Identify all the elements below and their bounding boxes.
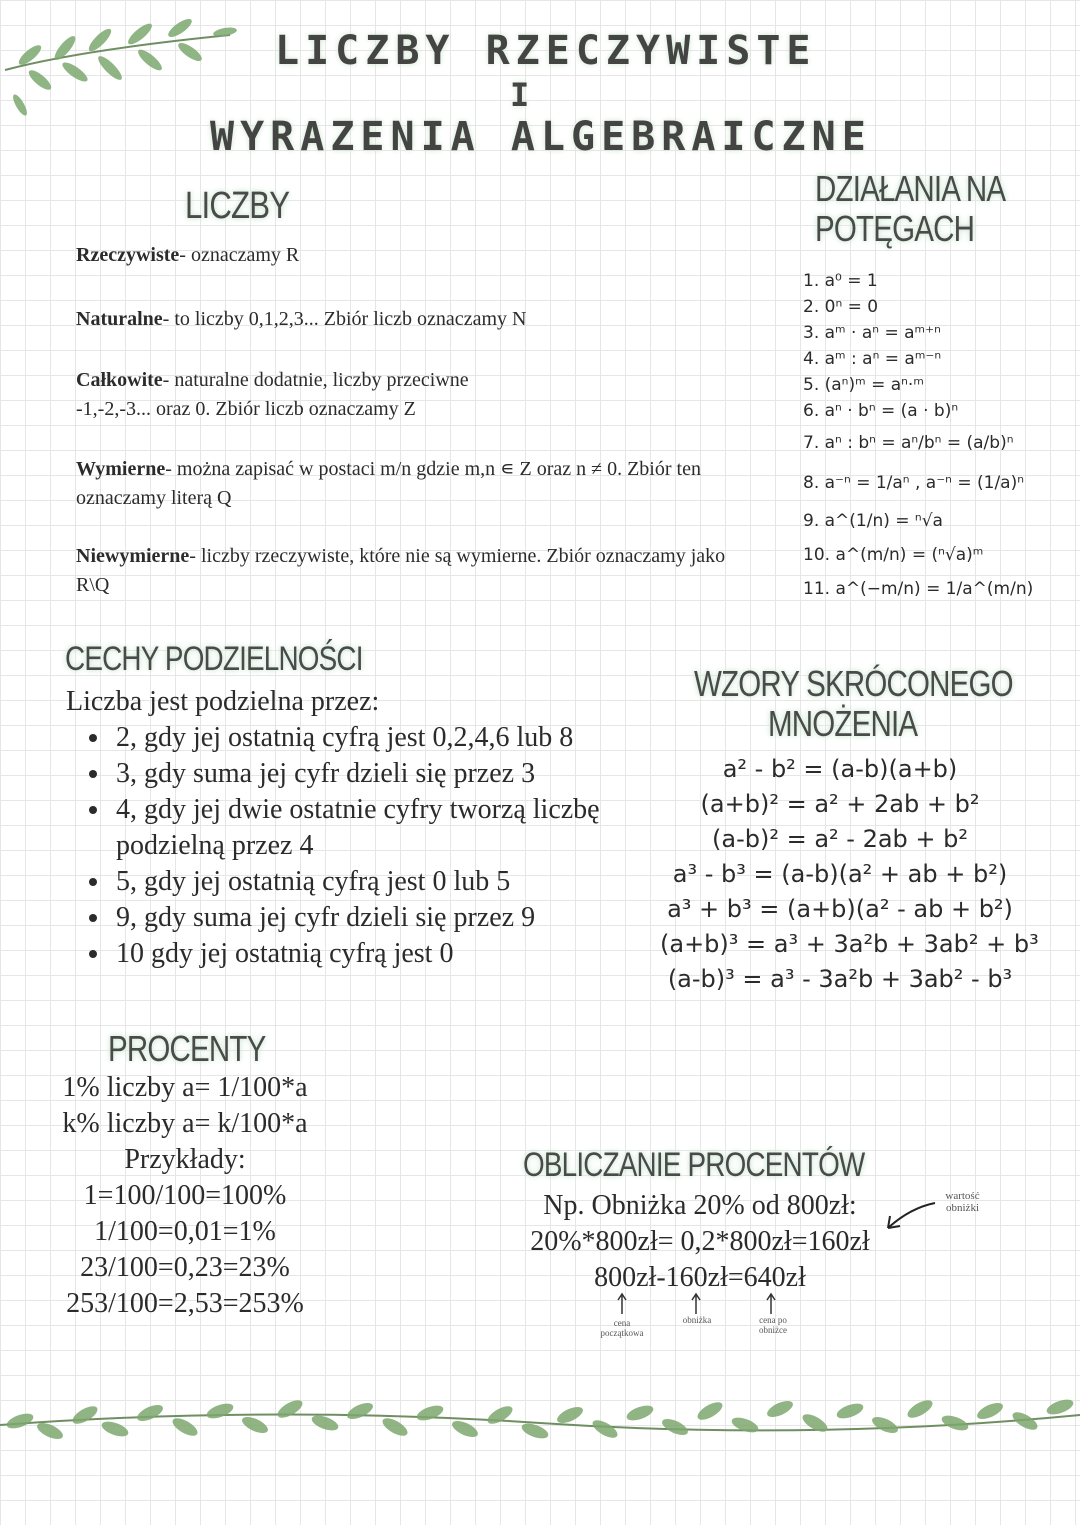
liczby-item-calkowite [76, 366, 536, 424]
potegi-rules-list [803, 268, 1073, 602]
liczby-term: Całkowite [76, 369, 163, 391]
page-title-line1: LICZBY RZECZYWISTE [275, 28, 817, 74]
potegi-rule: 5. (aⁿ)ᵐ = aⁿ·ᵐ [803, 375, 924, 395]
cechy-item: • 10 gdy jej ostatnią cyfrą jest 0 [112, 936, 626, 972]
wzor-item: (a+b)³ = a³ + 3a²b + 3ab² + b³ [660, 930, 1039, 958]
cechy-heading: CECHY PODZIELNOŚCI [65, 640, 363, 678]
procenty-list [30, 1070, 340, 1322]
liczby-term: Niewymierne [76, 545, 190, 567]
up-arrow-icon [765, 1292, 777, 1316]
cechy-item: • 9, gdy suma jej cyfr dzieli się przez 9 [112, 900, 626, 936]
liczby-desc: - można zapisać w postaci m/n gdzie m,n ∊ Z oraz n ≠ 0. Zbiór ten oznaczamy literą Q [76, 458, 701, 509]
wzor-item: (a-b)³ = a³ - 3a²b + 3ab² - b³ [667, 965, 1013, 993]
procenty-heading: PROCENTY [108, 1028, 266, 1069]
procenty-line: 253/100=2,53=253% [66, 1288, 304, 1319]
potegi-rule: 9. a^(1/n) = ⁿ√a [803, 511, 943, 531]
liczby-desc: - naturalne dodatnie, liczby przeciwne -1,-2,-3... oraz 0. Zbiór liczb oznaczamy Z [76, 369, 469, 420]
procenty-line: 1% liczby a= 1/100*a [62, 1072, 308, 1103]
potegi-rule: 8. a⁻ⁿ = 1/aⁿ , a⁻ⁿ = (1/a)ⁿ [803, 473, 1024, 493]
procenty-line: 1/100=0,01=1% [94, 1216, 276, 1247]
wzor-item: a³ + b³ = (a+b)(a² - ab + b²) [667, 895, 1013, 923]
procenty-line: 1=100/100=100% [83, 1180, 287, 1211]
liczby-term: Wymierne [76, 458, 166, 480]
up-arrow-icon [616, 1292, 628, 1316]
obliczanie-line: 20%*800zł= 0,2*800zł=160zł [530, 1226, 870, 1257]
liczby-desc: - to liczby 0,1,2,3... Zbiór liczb oznaczamy N [162, 308, 527, 330]
potegi-rule: 6. aⁿ · bⁿ = (a · b)ⁿ [803, 401, 959, 421]
potegi-rule: 1. a⁰ = 1 [803, 271, 878, 291]
page-title-line3: WYRAZENIA ALGEBRAICZNE [210, 114, 872, 160]
up-arrow-icon [690, 1292, 702, 1316]
wzor-item: a³ - b³ = (a-b)(a² + ab + b²) [672, 860, 1008, 888]
potegi-heading-line1: DZIAŁANIA NA [815, 168, 1006, 209]
liczby-item-niewymierne [76, 542, 756, 600]
label-obnizka: obniżka [682, 1315, 712, 1325]
wzory-list [660, 752, 1039, 997]
wzory-heading-line2: MNOŻENIA [768, 703, 918, 744]
obliczanie-heading: OBLICZANIE PROCENTÓW [523, 1146, 865, 1184]
note-wartosc-obnizki: wartość obniżki [945, 1190, 980, 1214]
wzory-heading-line1: WZORY SKRÓCONEGO [694, 663, 1013, 704]
procenty-line: k% liczby a= k/100*a [62, 1108, 308, 1139]
obliczanie-line: Np. Obniżka 20% od 800zł: [543, 1190, 857, 1221]
wzor-item: (a-b)² = a² - 2ab + b² [712, 825, 968, 853]
potegi-rule: 10. a^(m/n) = (ⁿ√a)ᵐ [803, 545, 984, 565]
potegi-rule: 2. 0ⁿ = 0 [803, 297, 879, 317]
liczby-item-rzeczywiste [76, 241, 756, 270]
cechy-list [66, 684, 626, 972]
liczby-item-wymierne [76, 455, 741, 513]
procenty-line: Przykłady: [124, 1144, 246, 1175]
potegi-heading-line2: POTĘGACH [815, 208, 975, 249]
wzor-item: a² - b² = (a-b)(a+b) [722, 755, 958, 783]
cechy-item: • 4, gdy jej dwie ostatnie cyfry tworzą liczbę podzielną przez 4 [112, 792, 626, 864]
obliczanie-list [505, 1188, 895, 1296]
procenty-line: 23/100=0,23=23% [80, 1252, 290, 1283]
liczby-item-naturalne [76, 305, 756, 334]
potegi-rule: 4. aᵐ : aⁿ = aᵐ⁻ⁿ [803, 349, 942, 369]
potegi-rule: 7. aⁿ : bⁿ = aⁿ/bⁿ = (a/b)ⁿ [803, 433, 1014, 453]
liczby-desc: - oznaczamy R [179, 244, 300, 266]
arrow-icon [880, 1198, 940, 1238]
label-cena-poczatkowa: cena początkowa [600, 1318, 644, 1338]
leaf-garland-decoration [0, 1385, 1080, 1455]
wzor-item: (a+b)² = a² + 2ab + b² [700, 790, 980, 818]
page-title-line2: I [510, 76, 536, 114]
leaf-branch-decoration [0, 10, 240, 120]
label-cena-po-obnizce: cena po obniżce [759, 1315, 787, 1335]
potegi-rule: 11. a^(−m/n) = 1/a^(m/n) [803, 579, 1034, 599]
cechy-intro: Liczba jest podzielna przez: [66, 686, 380, 717]
liczby-term: Naturalne [76, 308, 163, 330]
cechy-item: • 2, gdy jej ostatnią cyfrą jest 0,2,4,6 lub 8 [112, 720, 626, 756]
obliczanie-line: 800zł-160zł=640zł [594, 1262, 806, 1293]
liczby-term: Rzeczywiste [76, 244, 180, 266]
liczby-heading: LICZBY [185, 185, 290, 227]
cechy-item: • 5, gdy jej ostatnią cyfrą jest 0 lub 5 [112, 864, 626, 900]
cechy-item: • 3, gdy suma jej cyfr dzieli się przez 3 [112, 756, 626, 792]
potegi-rule: 3. aᵐ · aⁿ = aᵐ⁺ⁿ [803, 323, 941, 343]
liczby-desc: - liczby rzeczywiste, które nie są wymierne. Zbiór oznaczamy jako R\Q [76, 545, 726, 596]
